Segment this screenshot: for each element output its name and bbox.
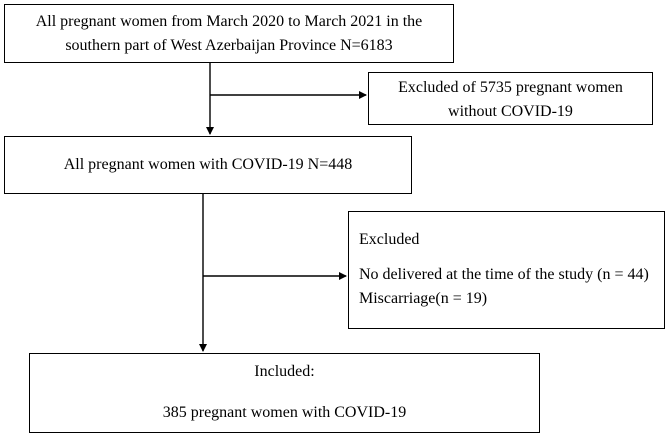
included-count: 385 pregnant women with COVID-19: [162, 404, 407, 421]
all-pregnant-women-line2: southern part of West Azerbaijan Province N=6183: [65, 37, 393, 54]
included-spacer: [30, 384, 539, 401]
excluded-no-covid-box: [368, 72, 653, 125]
included-title: Included:: [254, 363, 315, 380]
excluded-no-covid-line1: Excluded of 5735 pregnant women: [398, 79, 623, 96]
covid-pregnant-women-line1: All pregnant women with COVID-19 N=448: [63, 156, 353, 173]
all-pregnant-women-line1: All pregnant women from March 2020 to March 2021 in the: [35, 13, 423, 30]
included-box: [29, 353, 540, 433]
excluded-no-covid-line2: without COVID-19: [448, 103, 573, 120]
covid-pregnant-women-box: [4, 136, 412, 194]
excluded-title: Excluded: [359, 231, 420, 248]
excluded-miscarriage: Miscarriage(n = 19): [359, 290, 488, 307]
excluded-not-delivered: No delivered at the time of the study (n = 44): [359, 266, 649, 283]
all-pregnant-women-box: [4, 4, 454, 63]
excluded-box: [348, 211, 665, 329]
